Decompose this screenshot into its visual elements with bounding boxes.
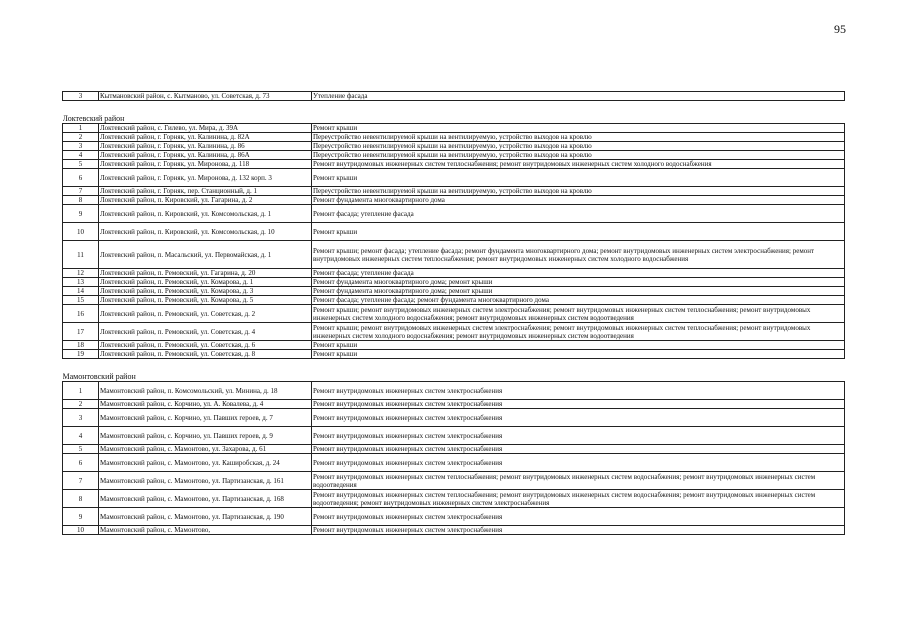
- row-address: Локтевский район, с. Гилево, ул. Мира, д. 39А: [99, 124, 312, 133]
- row-number: 4: [63, 151, 99, 160]
- row-number: 18: [63, 341, 99, 350]
- row-work: Переустройство невентилируемой крыши на вентилируемую, устройство выходов на кровлю: [312, 187, 845, 196]
- row-work: Ремонт крыши: [312, 350, 845, 359]
- row-work: Ремонт внутридомовых инженерных систем электроснабжения: [312, 526, 845, 535]
- row-work: Ремонт фасада; утепление фасада; ремонт фундамента многоквартирного дома: [312, 296, 845, 305]
- row-address: Локтевский район, п. Ремовский, ул. Советская, д. 2: [99, 305, 312, 323]
- row-address: Мамонтовский район, с. Мамонтово, ул. Партизанская, д. 168: [99, 490, 312, 508]
- row-address: Локтевский район, г. Горняк, ул. Миронова, д. 132 корп. 3: [99, 169, 312, 187]
- table-row: [63, 296, 845, 305]
- table-row: [63, 205, 845, 223]
- section-gap: [63, 359, 845, 373]
- table-row: [63, 287, 845, 296]
- row-number: 16: [63, 305, 99, 323]
- row-number: 9: [63, 205, 99, 223]
- district-heading-row: [63, 114, 845, 124]
- table-row: [63, 305, 845, 323]
- row-address: Локтевский район, п. Кировский, ул. Комсомольская, д. 10: [99, 223, 312, 241]
- row-number: 6: [63, 169, 99, 187]
- district-heading: Мамонтовский район: [62, 372, 136, 381]
- row-address: Локтевский район, п. Ремовский, ул. Советская, д. 8: [99, 350, 312, 359]
- row-work: Переустройство невентилируемой крыши на вентилируемую, устройство выходов на кровлю: [312, 151, 845, 160]
- row-work: Ремонт внутридомовых инженерных систем электроснабжения: [312, 454, 845, 472]
- row-number: 7: [63, 472, 99, 490]
- row-address: Локтевский район, п. Ремовский, ул. Советская, д. 6: [99, 341, 312, 350]
- table-row: [63, 454, 845, 472]
- row-address: Локтевский район, п. Ремовский, ул. Комарова, д. 5: [99, 296, 312, 305]
- row-work: Ремонт крыши: [312, 169, 845, 187]
- row-address: Локтевский район, г. Горняк, ул. Калинина, д. 86А: [99, 151, 312, 160]
- row-number: 11: [63, 241, 99, 269]
- row-work: Ремонт внутридомовых инженерных систем электроснабжения: [312, 409, 845, 427]
- row-address: Кытмановский район, с. Кытманово, ул. Советская, д. 73: [99, 92, 312, 101]
- row-number: 14: [63, 287, 99, 296]
- page-number: 95: [834, 22, 846, 36]
- row-address: Мамонтовский район, с. Мамонтово, ул. Партизанская, д. 161: [99, 472, 312, 490]
- row-number: 2: [63, 400, 99, 409]
- table-row: [63, 133, 845, 142]
- row-number: 10: [63, 526, 99, 535]
- row-address: Локтевский район, г. Горняк, пер. Станционный, д. 1: [99, 187, 312, 196]
- row-work: Переустройство невентилируемой крыши на вентилируемую, устройство выходов на кровлю: [312, 142, 845, 151]
- row-work: Переустройство невентилируемой крыши на вентилируемую, устройство выходов на кровлю: [312, 133, 845, 142]
- row-work: Ремонт крыши: [312, 223, 845, 241]
- row-work: Ремонт внутридомовых инженерных систем электроснабжения: [312, 382, 845, 400]
- row-address: Мамонтовский район, с. Мамонтово, ул. Партизанская, д. 190: [99, 508, 312, 526]
- table-row: [63, 323, 845, 341]
- row-number: 7: [63, 187, 99, 196]
- row-work: Ремонт фасада; утепление фасада: [312, 205, 845, 223]
- row-number: 5: [63, 160, 99, 169]
- row-work: Ремонт внутридомовых инженерных систем теплоснабжения; ремонт внутридомовых инженерных систем холодного водоснабжения: [312, 160, 845, 169]
- table-row: [63, 490, 845, 508]
- row-address: Мамонтовский район, с. Мамонтово,: [99, 526, 312, 535]
- row-number: 10: [63, 223, 99, 241]
- row-address: Локтевский район, г. Горняк, ул. Калинина, д. 82А: [99, 133, 312, 142]
- table-row: [63, 278, 845, 287]
- table-row: [63, 472, 845, 490]
- row-address: Локтевский район, г. Горняк, ул. Миронова, д. 118: [99, 160, 312, 169]
- table-row: [63, 160, 845, 169]
- row-number: 15: [63, 296, 99, 305]
- row-number: 17: [63, 323, 99, 341]
- row-work: Ремонт внутридомовых инженерных систем электроснабжения: [312, 508, 845, 526]
- table-row: [63, 196, 845, 205]
- table-row: [63, 151, 845, 160]
- row-number: 6: [63, 454, 99, 472]
- row-work: Ремонт крыши: [312, 124, 845, 133]
- row-address: Мамонтовский район, п. Комсомольский, ул. Минина, д. 18: [99, 382, 312, 400]
- table-row: [63, 427, 845, 445]
- row-work: Ремонт фундамента многоквартирного дома; ремонт крыши: [312, 278, 845, 287]
- table-row: [63, 400, 845, 409]
- table-row: [63, 508, 845, 526]
- table-row: [63, 142, 845, 151]
- row-address: Локтевский район, п. Масальский, ул. Первомайская, д. 1: [99, 241, 312, 269]
- row-number: 4: [63, 427, 99, 445]
- row-work: Ремонт крыши; ремонт фасада; утепление фасада; ремонт фундамента многоквартирного дома; ремонт внутридомовых инженерных систем электроснабжения; ремонт внутридомовых инженерных систем теплоснабжения; ремонт внутридомовых инженерных систем холодного водоснабжения: [312, 241, 845, 269]
- table-row: [63, 409, 845, 427]
- table-row: [63, 92, 845, 101]
- row-work: Ремонт внутридомовых инженерных систем электроснабжения: [312, 400, 845, 409]
- row-work: Ремонт внутридомовых инженерных систем электроснабжения: [312, 427, 845, 445]
- row-address: Локтевский район, п. Ремовский, ул. Гагарина, д. 20: [99, 269, 312, 278]
- row-address: Мамонтовский район, с. Мамонтово, ул. Захарова, д. 61: [99, 445, 312, 454]
- table-row: [63, 223, 845, 241]
- table-row: [63, 124, 845, 133]
- table-row: [63, 341, 845, 350]
- row-work: Ремонт фасада; утепление фасада: [312, 269, 845, 278]
- row-number: 8: [63, 490, 99, 508]
- row-work: Ремонт внутридомовых инженерных систем теплоснабжения; ремонт внутридомовых инженерных систем водоснабжения; ремонт внутридомовых инженерных систем водоотведения; ремонт внутридомовых инженерных систем электроснабжения: [312, 490, 845, 508]
- row-number: 3: [63, 142, 99, 151]
- table-row: [63, 382, 845, 400]
- row-number: 13: [63, 278, 99, 287]
- row-number: 1: [63, 382, 99, 400]
- row-number: 9: [63, 508, 99, 526]
- row-number: 19: [63, 350, 99, 359]
- row-address: Локтевский район, п. Кировский, ул. Гагарина, д. 2: [99, 196, 312, 205]
- row-address: Локтевский район, г. Горняк, ул. Калинина, д. 86: [99, 142, 312, 151]
- row-work: Ремонт внутридомовых инженерных систем теплоснабжения; ремонт внутридомовых инженерных систем водоснабжения; ремонт внутридомовых инженерных систем водоотведения: [312, 472, 845, 490]
- row-work: Ремонт крыши; ремонт внутридомовых инженерных систем электроснабжения; ремонт внутридомовых инженерных систем теплоснабжения; ремонт внутридомовых инженерных систем холодного водоснабжения; ремонт внутридомовых инженерных систем водоотведения: [312, 305, 845, 323]
- row-address: Мамонтовский район, с. Корчино, ул. А. Ковалева, д. 4: [99, 400, 312, 409]
- table-row: [63, 241, 845, 269]
- table-row: [63, 526, 845, 535]
- row-address: Мамонтовский район, с. Корчино, ул. Павших героев, д. 7: [99, 409, 312, 427]
- district-heading: Локтевский район: [62, 114, 125, 123]
- row-work: Ремонт крыши; ремонт внутридомовых инженерных систем электроснабжения; ремонт внутридомовых инженерных систем теплоснабжения; ремонт внутридомовых инженерных систем холодного водоснабжения; ремонт внутридомовых инженерных систем водоотведения: [312, 323, 845, 341]
- table-row: [63, 269, 845, 278]
- repair-table: [62, 91, 845, 535]
- district-heading-row: [63, 372, 845, 382]
- row-number: 1: [63, 124, 99, 133]
- row-number: 12: [63, 269, 99, 278]
- table-row: [63, 187, 845, 196]
- row-address: Мамонтовский район, с. Мамонтово, ул. Каширобская, д. 24: [99, 454, 312, 472]
- row-address: Локтевский район, п. Ремовский, ул. Комарова, д. 3: [99, 287, 312, 296]
- row-work: Ремонт фундамента многоквартирного дома; ремонт крыши: [312, 287, 845, 296]
- row-number: 3: [63, 92, 99, 101]
- row-number: 5: [63, 445, 99, 454]
- row-address: Локтевский район, п. Ремовский, ул. Комарова, д. 1: [99, 278, 312, 287]
- row-work: Ремонт внутридомовых инженерных систем электроснабжения: [312, 445, 845, 454]
- row-work: Ремонт фундамента многоквартирного дома: [312, 196, 845, 205]
- table-row: [63, 445, 845, 454]
- row-number: 3: [63, 409, 99, 427]
- row-number: 8: [63, 196, 99, 205]
- row-work: Утепление фасада: [312, 92, 845, 101]
- table-row: [63, 169, 845, 187]
- row-address: Мамонтовский район, с. Корчино, ул. Павших героев, д. 9: [99, 427, 312, 445]
- row-address: Локтевский район, п. Ремовский, ул. Советская, д. 4: [99, 323, 312, 341]
- section-gap: [63, 101, 845, 115]
- row-work: Ремонт крыши: [312, 341, 845, 350]
- table-row: [63, 350, 845, 359]
- row-address: Локтевский район, п. Кировский, ул. Комсомольская, д. 1: [99, 205, 312, 223]
- row-number: 2: [63, 133, 99, 142]
